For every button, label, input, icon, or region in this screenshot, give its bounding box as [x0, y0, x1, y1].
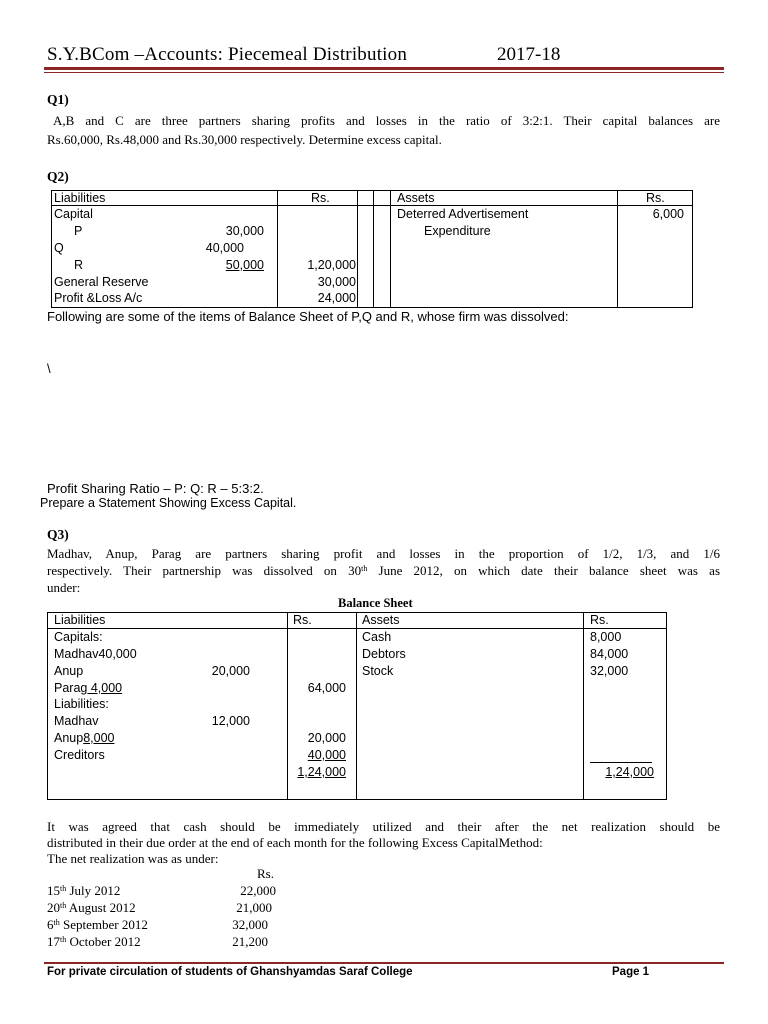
q3-capital-total: 64,000: [307, 681, 346, 695]
page-header-title: S.Y.BCom –Accounts: Piecemeal Distribution: [47, 44, 408, 65]
realization-month: September 2012: [59, 917, 148, 932]
q3-loan-madhav-amount: 12,000: [211, 714, 250, 728]
q3-assets-total-rule: [590, 762, 652, 763]
q3-loan-anup-label: Anup: [54, 731, 84, 745]
q3-header-assets: Assets: [362, 613, 400, 627]
q1-line1: [47, 111, 720, 130]
q3-line2-a: respectively. Their partnership was dissolved on 30: [47, 563, 362, 578]
q2-partner-p: P: [74, 224, 83, 238]
footer-text: For private circulation of students of Ghanshyamdas Saraf College: [47, 966, 413, 978]
page-number: Page 1: [612, 966, 650, 978]
q3-capital-parag: [54, 681, 122, 696]
q3-rs-heading: Rs.: [257, 866, 274, 881]
q3-para2: distributed in their due order at the end of each month for the following Excess CapitalMethod:: [47, 835, 543, 850]
realization-sup: th: [60, 901, 67, 910]
q3-balance-sheet-title: Balance Sheet: [338, 596, 413, 610]
realization-sup: th: [60, 884, 67, 893]
q1-line2: Rs.60,000, Rs.48,000 and Rs.30,000 respectively. Determine excess capital.: [47, 132, 442, 147]
q2-backslash: \: [47, 361, 51, 376]
q3-realization-date: [47, 917, 148, 932]
realization-sup: th: [53, 918, 60, 927]
q3-capital-anup: Anup: [54, 664, 84, 678]
q2-partner-q-amount: 40,000: [205, 241, 244, 255]
q2-header-rs-assets: Rs.: [646, 191, 665, 205]
q3-assets-grand-total: 1,24,000: [605, 765, 654, 779]
q3-capital-parag-label: Parag: [54, 681, 88, 695]
q3-liabilities-total: 20,000: [307, 731, 346, 745]
realization-day: 17: [47, 934, 60, 949]
q2-partner-r-amount: 50,000: [225, 258, 264, 272]
q3-loan-anup: [54, 731, 114, 746]
q3-line2-b: June 2012, on which date their balance sheet was as: [367, 563, 721, 578]
q3-loan-anup-amount: 8,000: [83, 731, 115, 745]
q3-realization-date: [47, 900, 136, 915]
realization-day: 15: [47, 883, 60, 898]
q3-liabilities-grand-total: 1,24,000: [297, 765, 346, 779]
q3-line1: Madhav, Anup, Parag are partners sharing profit and losses in the proportion of 1/2, 1/3, and 1/6: [47, 546, 720, 561]
realization-sup: th: [60, 935, 67, 944]
q2-partner-p-amount: 30,000: [225, 224, 264, 238]
q3-realization-amount: 32,000: [232, 917, 268, 932]
q2-partner-q: Q: [54, 241, 64, 255]
q3-asset-debtors-amount: 84,000: [590, 647, 629, 661]
realization-month: August 2012: [66, 900, 136, 915]
q2-capital-total: 1,20,000: [307, 258, 356, 272]
q2-header-liabilities: Liabilities: [54, 191, 106, 205]
page-header-year: 2017-18: [497, 44, 561, 65]
q2-header-assets: Assets: [397, 191, 435, 205]
header-rule-thin: [44, 72, 724, 73]
q3-asset-cash: Cash: [362, 630, 392, 644]
q2-partner-r: R: [74, 258, 84, 272]
header-rule: [44, 67, 724, 70]
q3-asset-debtors: Debtors: [362, 647, 406, 661]
q3-realization-date: [47, 934, 141, 949]
q2-general-reserve-amount: 30,000: [317, 275, 356, 289]
q2-general-reserve: General Reserve: [54, 275, 149, 289]
q1-text-1: A,B and C are three partners sharing profits and losses in the ratio of 3:2:1. Their capital balances are: [53, 113, 720, 128]
q2-note: Following are some of the items of Balance Sheet of P,Q and R, whose firm was dissolved:: [47, 309, 569, 324]
q3-line2: [47, 561, 720, 580]
q3-asset-stock: Stock: [362, 664, 394, 678]
q1-label: Q1): [47, 92, 69, 107]
q3-capital-parag-amount: 4,000: [87, 681, 123, 695]
q3-capital-anup-amount: 20,000: [211, 664, 250, 678]
q3-header-rs-assets: Rs.: [590, 613, 609, 627]
q3-capital-madhav: Madhav40,000: [54, 647, 137, 661]
q2-header-rs: Rs.: [311, 191, 330, 205]
footer-rule: [44, 962, 724, 964]
q3-para1: It was agreed that cash should be immediately utilized and their after the net realization should be: [47, 819, 720, 834]
q3-realization-amount: 21,200: [232, 934, 268, 949]
q2-asset-amount: 6,000: [652, 207, 684, 221]
q3-para3: The net realization was as under:: [47, 851, 219, 866]
q3-asset-stock-amount: 32,000: [590, 664, 629, 678]
q3-asset-cash-amount: 8,000: [590, 630, 622, 644]
q3-line2-sup: th: [361, 564, 368, 573]
realization-month: July 2012: [66, 883, 121, 898]
q3-line3: under:: [47, 580, 81, 595]
q3-header-rs: Rs.: [293, 613, 312, 627]
realization-day: 6: [47, 917, 54, 932]
q2-label: Q2): [47, 169, 69, 184]
q3-creditors-amount: 40,000: [307, 748, 346, 762]
realization-day: 20: [47, 900, 60, 915]
q2-profit-loss-amount: 24,000: [317, 291, 356, 305]
q2-capital-label: Capital: [54, 207, 93, 221]
q3-creditors: Creditors: [54, 748, 105, 762]
q2-asset-expenditure: Expenditure: [424, 224, 491, 238]
q3-liabilities-label: Liabilities:: [54, 697, 109, 711]
q3-realization-amount: 21,000: [236, 900, 272, 915]
q3-label: Q3): [47, 527, 69, 542]
q3-capitals-label: Capitals:: [54, 630, 103, 644]
q3-header-liabilities: Liabilities: [54, 613, 106, 627]
realization-month: October 2012: [66, 934, 141, 949]
q3-loan-madhav: Madhav: [54, 714, 99, 728]
q2-task: Prepare a Statement Showing Excess Capital.: [40, 496, 297, 510]
q2-asset-deferred-advertisement: Deterred Advertisement: [397, 207, 529, 221]
q2-profit-loss: Profit &Loss A/c: [54, 291, 143, 305]
q2-profit-sharing-ratio: Profit Sharing Ratio – P: Q: R – 5:3:2.: [47, 481, 264, 496]
q3-realization-amount: 22,000: [240, 883, 276, 898]
q3-realization-date: [47, 883, 120, 898]
